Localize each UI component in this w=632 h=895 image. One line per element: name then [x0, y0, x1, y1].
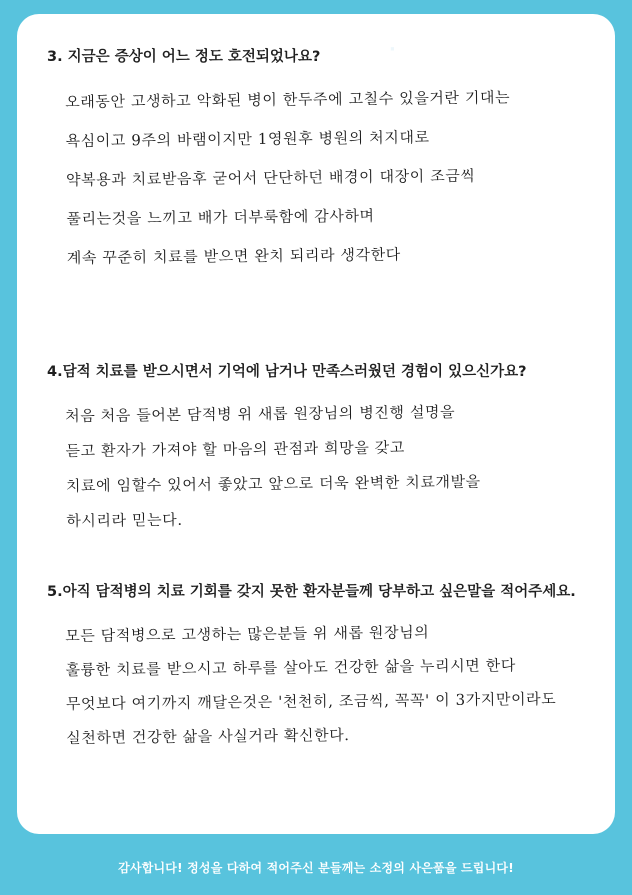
question-3: 3. 지금은 증상이 어느 정도 호전되었나요?: [47, 49, 321, 65]
faint-background-mark: ·: [389, 39, 396, 60]
answer-4-handwriting: [65, 394, 586, 539]
thank-you-footer: 감사합니다! 정성을 다하여 적어주신 분들께는 소정의 사은품을 드립니다!: [118, 861, 514, 875]
answer-line: 치료에 임할수 있어서 좋았고 앞으로 더욱 완벽한 치료개발을: [65, 472, 481, 495]
answer-line: 계속 꾸준히 치료를 받으면 완치 되리라 생각한다: [66, 245, 401, 267]
survey-sheet: [17, 14, 615, 834]
answer-line: 듣고 환자가 가져야 할 마음의 관점과 희망을 갖고: [65, 438, 406, 460]
answer-5-handwriting: [65, 614, 586, 755]
answer-line: 오래동안 고생하고 악화된 병이 한두주에 고칠수 있을거란 기대는: [65, 88, 511, 111]
answer-line: 하시리라 믿는다.: [66, 510, 183, 530]
answer-line: 욕심이고 9주의 바램이지만 1영원후 병원의 처지대로: [65, 128, 430, 150]
answer-line: 모든 담적병으로 고생하는 많은분들 위 새롭 원장님의: [65, 623, 430, 645]
question-4: 4.담적 치료를 받으시면서 기억에 남거나 만족스러웠던 경험이 있으신가요?: [47, 364, 527, 380]
answer-line: 풀리는것을 느끼고 배가 더부룩함에 감사하며: [66, 206, 375, 228]
answer-line: 실천하면 건강한 삶을 사실거라 확신한다.: [66, 726, 350, 747]
answer-line: 처음 처음 들어본 담적병 위 새롭 원장님의 병진행 설명을: [65, 402, 456, 425]
question-5: 5.아직 담적병의 치료 기회를 갖지 못한 환자분들께 당부하고 싶은말을 적어주세요.: [47, 584, 576, 600]
answer-line: 훌륭한 치료를 받으시고 하루를 살아도 건강한 삶을 누리시면 한다: [65, 656, 516, 679]
answer-3-handwriting: [65, 78, 587, 278]
answer-line: 무엇보다 여기까지 깨달은것은 '천천히, 조금씩, 꼭꼭' 이 3가지만이라도: [65, 689, 557, 713]
answer-line: 약복용과 치료받음후 굳어서 단단하던 배경이 대장이 조금씩: [65, 166, 476, 189]
